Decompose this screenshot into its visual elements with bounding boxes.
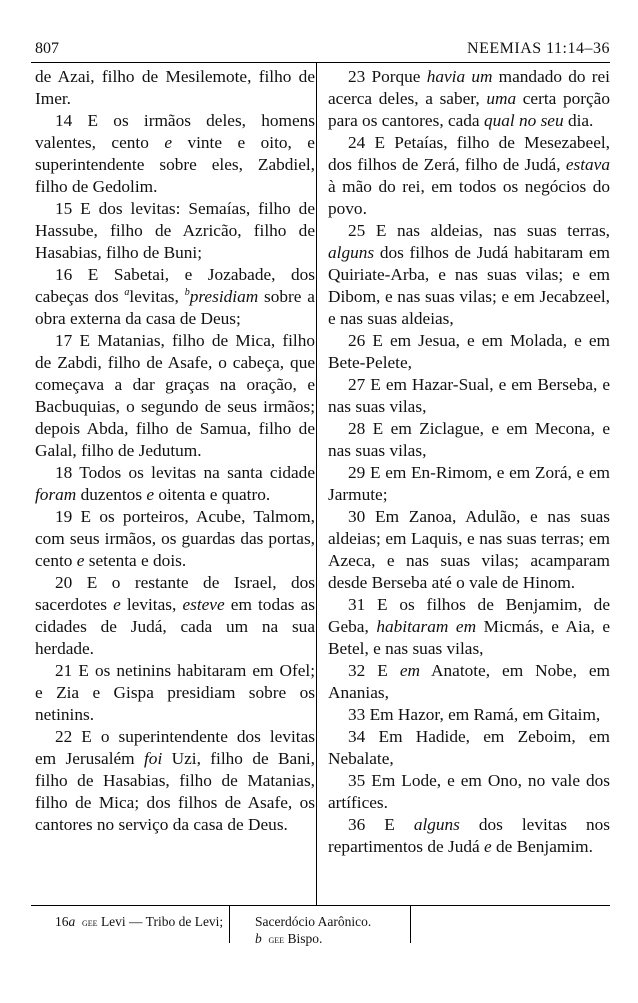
verse-v34: 34 Em Hadide, em Zeboim, em Nebalate, bbox=[328, 727, 610, 768]
footnote-divider bbox=[229, 905, 230, 943]
verse-v14: 14 E os irmãos deles, homens valentes, cento e vinte e oito, e superintendente sobre eles, Zabdiel, filho de Gedolim. bbox=[35, 111, 315, 196]
verse-v22: 22 E o superintendente dos levitas em Jerusalém foi Uzi, filho de Bani, filho de Hasabias, filho de Matanias, filho de Mica; dos filhos de Asafe, os cantores no serviço da casa de Deus. bbox=[35, 727, 315, 834]
verse-v29: 29 E em En-Rimom, e em Zorá, e em Jarmute; bbox=[328, 463, 610, 504]
verse-v24: 24 E Petaías, filho de Mesezabeel, dos filhos de Zerá, filho de Judá, estava à mão do rei, em todos os negócios do povo. bbox=[328, 133, 610, 218]
right-column bbox=[328, 66, 610, 858]
verse-v21: 21 E os netinins habitaram em Ofel; e Zia e Gispa presidiam sobre os netinins. bbox=[35, 661, 315, 724]
verse-v13cont: de Azai, filho de Mesilemote, filho de Imer. bbox=[35, 67, 315, 108]
verse-v27: 27 E em Hazar-Sual, e em Berseba, e nas suas vilas, bbox=[328, 375, 610, 416]
footnote-16a-continued: Sacerdócio Aarônico. b gee Bispo. bbox=[255, 914, 372, 946]
verse-v23: 23 Porque havia um mandado do rei acerca deles, a saber, uma certa porção para os cantores, cada qual no seu dia. bbox=[328, 67, 610, 130]
verse-v15: 15 E dos levitas: Semaías, filho de Hassube, filho de Azricão, filho de Hasabias, filho de Buni; bbox=[35, 199, 315, 262]
verse-v20: 20 E o restante de Israel, dos sacerdotes e levitas, esteve em todas as cidades de Judá, cada um na sua herdade. bbox=[35, 573, 315, 658]
verse-v30: 30 Em Zanoa, Adulão, e nas suas aldeias; em Laquis, e nas suas terras; em Azeca, e nas suas vilas; acamparam desde Berseba até o vale de Hinom. bbox=[328, 507, 610, 592]
page-number: 807 bbox=[35, 40, 59, 57]
left-column bbox=[35, 66, 315, 836]
verse-v18: 18 Todos os levitas na santa cidade foram duzentos e oitenta e quatro. bbox=[35, 463, 315, 504]
verse-v26: 26 E em Jesua, e em Molada, e em Bete-Pelete, bbox=[328, 331, 610, 372]
column-divider bbox=[316, 62, 317, 905]
verse-v16: 16 E Sabetai, e Jozabade, dos cabeças dos $^a$levitas, $^b$presidiam sobre a obra externa da casa de Deus; bbox=[35, 265, 315, 328]
verse-v19: 19 E os porteiros, Acube, Talmom, com seus irmãos, os guardas das portas, cento e setenta e dois. bbox=[35, 507, 315, 570]
running-head: NEEMIAS 11:14–36 bbox=[467, 40, 610, 57]
verse-v33: 33 Em Hazor, em Ramá, em Gitaim, bbox=[348, 705, 601, 724]
footnote-divider bbox=[410, 905, 411, 943]
verse-v32: 32 E em Anatote, em Nobe, em Ananias, bbox=[328, 661, 610, 702]
verse-v35: 35 Em Lode, e em Ono, no vale dos artífices. bbox=[328, 771, 610, 812]
verse-v36: 36 E alguns dos levitas nos repartimentos de Judá e de Benjamim. bbox=[328, 815, 610, 856]
verse-v25: 25 E nas aldeias, nas suas terras, alguns dos filhos de Judá habitaram em Quiriate-Arba, e nas suas vilas; e em Dibom, e nas suas vilas; e em Jecabzeel, e nas suas aldeias, bbox=[328, 221, 610, 328]
verse-v31: 31 E os filhos de Benjamim, de Geba, habitaram em Micmás, e Aia, e Betel, e nas suas vilas, bbox=[328, 595, 611, 658]
verse-v17: 17 E Matanias, filho de Mica, filho de Zabdi, filho de Asafe, o cabeça, que começava a dar graças na oração, e Bacbuquias, o segundo de seus irmãos; depois Abda, filho de Samua, filho de Galal, filho de Jedutum. bbox=[35, 331, 315, 460]
footnote-16a: 16a gee Levi — Tribo de Levi; bbox=[55, 914, 224, 929]
header-rule bbox=[31, 62, 610, 63]
footnote-rule bbox=[31, 905, 610, 906]
verse-v28: 28 E em Ziclague, e em Mecona, e nas suas vilas, bbox=[328, 419, 610, 460]
